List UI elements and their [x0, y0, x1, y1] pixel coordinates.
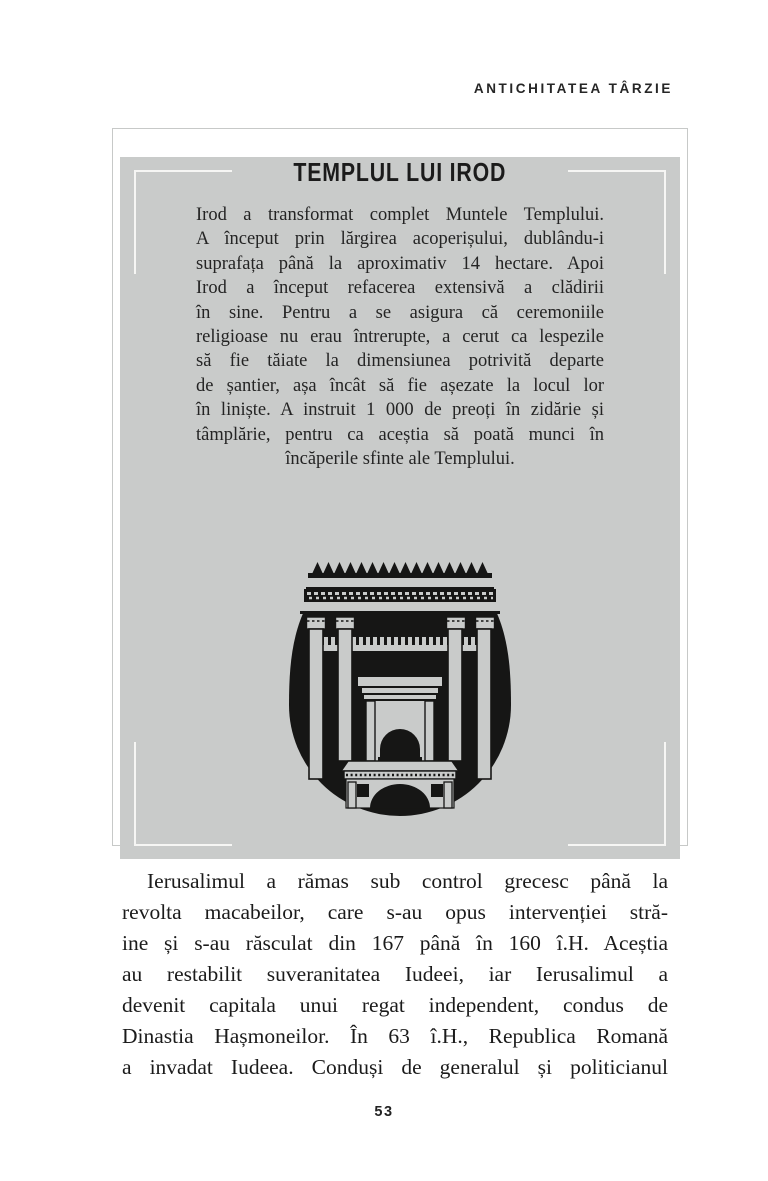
infobox-paragraph — [196, 203, 604, 471]
text-line: Irod a început refacerea extensivă a clădirii — [196, 278, 604, 299]
text-line: A început prin lărgirea acoperișului, dublându-i — [196, 229, 604, 250]
text-line: tâmplărie, pentru ca aceștia să poată munci în — [196, 424, 604, 445]
text-line: Ierusalimul a rămas sub control grecesc până la — [147, 869, 668, 893]
text-line: Irod a transformat complet Muntele Templului. — [196, 205, 604, 225]
text-line: revolta macabeilor, care s-au opus intervenției stră- — [122, 900, 668, 924]
text-line: ine și s-au răsculat din 167 până în 160 î.H. Aceștia — [122, 931, 668, 955]
text-line: Dinastia Hașmoneilor. În 63 î.H., Republica Romană — [122, 1024, 668, 1048]
infobox-panel — [120, 157, 680, 859]
text-line: devenit capitala unui regat independent, condus de — [122, 993, 668, 1017]
text-line: să fie tăiate la dimensiunea potrivită departe — [196, 351, 604, 372]
text-line: religioase nu erau întrerupte, a cerut ca lespezile — [196, 327, 604, 348]
text-line: au restabilit suveranitatea Iudeei, iar Ierusalimul a — [122, 962, 668, 986]
temple-emblem-svg — [276, 561, 524, 817]
text-line: de șantier, așa încât să fie așezate la locul lor — [196, 375, 604, 396]
herod-temple-illustration — [276, 561, 524, 822]
running-header: ANTICHITATEA TÂRZIE — [473, 81, 673, 96]
corner-bracket-bottom-right — [568, 742, 666, 846]
infobox-frame — [112, 128, 688, 846]
infobox-title: TEMPLUL LUI IROD — [293, 157, 507, 187]
text-line: în liniște. A instruit 1 000 de preoți în zidărie și — [196, 400, 604, 421]
text-line: suprafața până la aproximativ 14 hectare. Apoi — [196, 253, 604, 274]
body-paragraph — [122, 866, 668, 1083]
text-line: a invadat Iudeea. Conduși de generalul și politicianul — [122, 1055, 668, 1079]
text-line: în sine. Pentru a se asigura că ceremoniile — [196, 302, 604, 323]
text-line: încăperile sfinte ale Templului. — [285, 449, 515, 470]
page-number: 53 — [374, 1104, 394, 1120]
corner-bracket-bottom-left — [134, 742, 232, 846]
